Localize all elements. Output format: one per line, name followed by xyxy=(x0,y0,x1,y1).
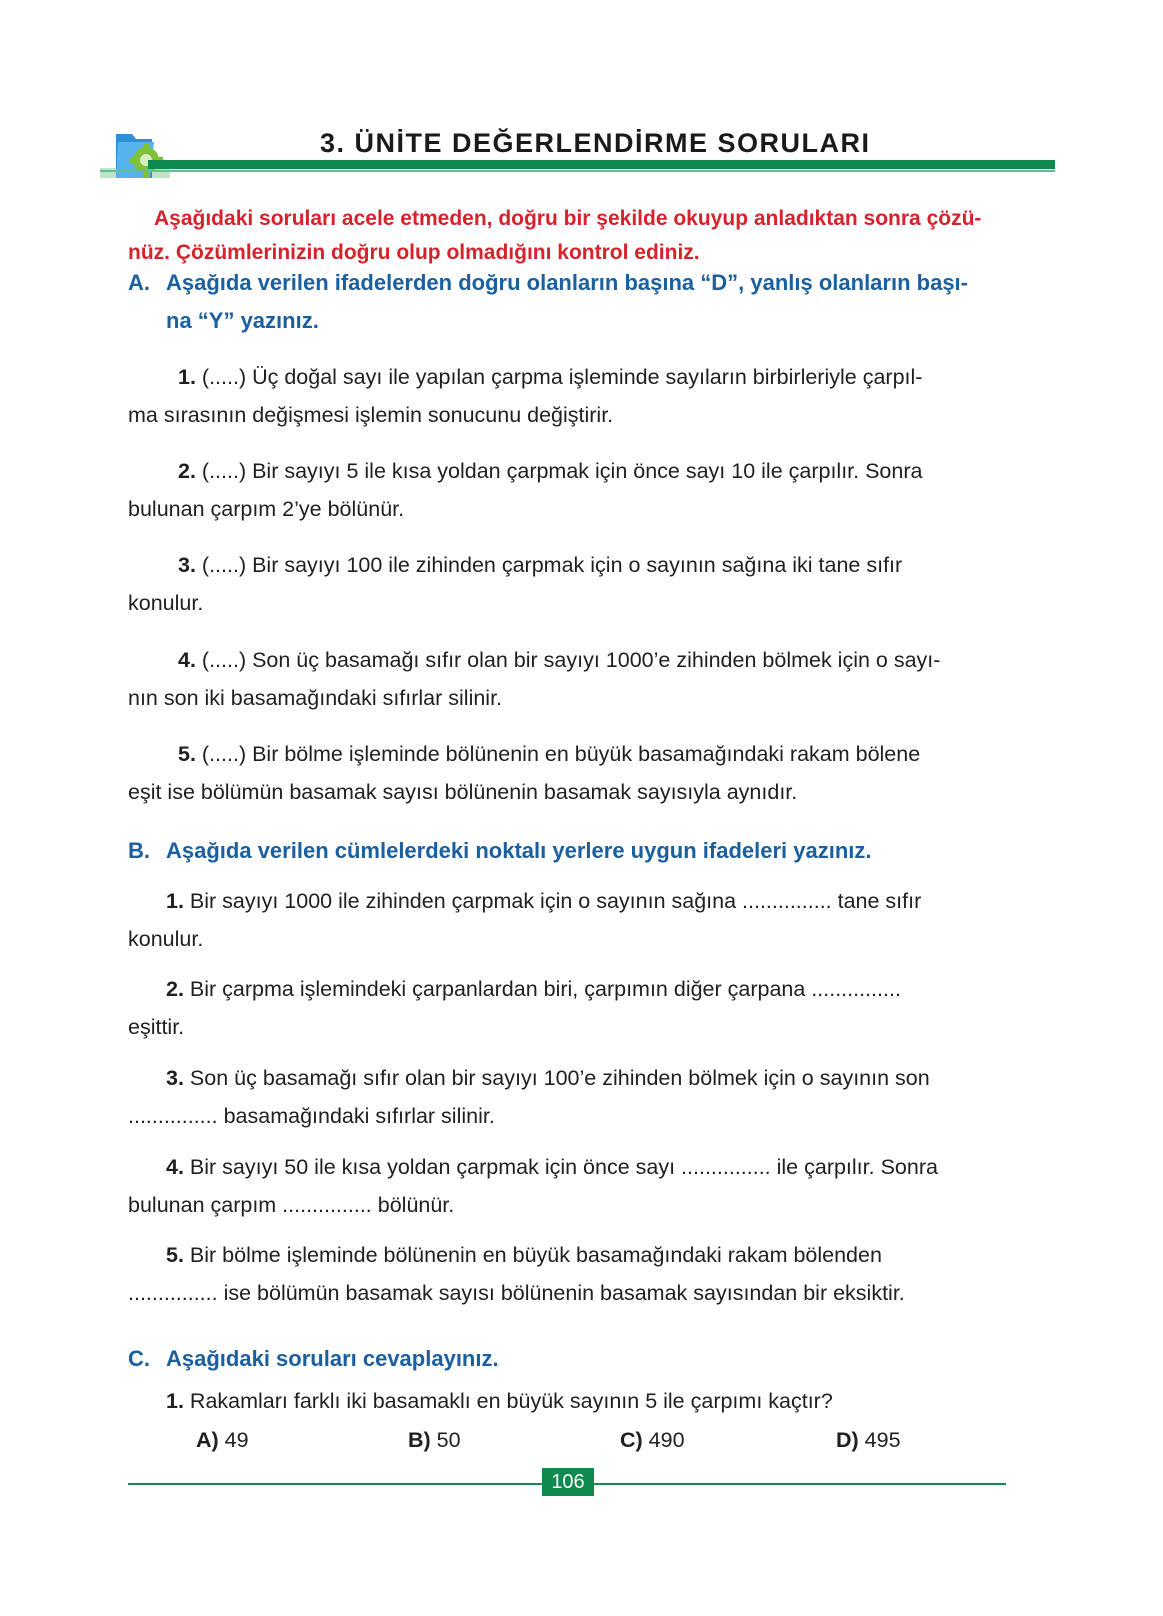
item-number: 2. xyxy=(166,977,184,1001)
section-a-item-5 xyxy=(128,735,1038,811)
item-number: 5. xyxy=(166,1243,184,1267)
option-label: A) xyxy=(196,1428,219,1452)
section-a-item-3 xyxy=(128,546,1038,622)
question-number: 1. xyxy=(166,1389,184,1413)
item-number: 4. xyxy=(166,1155,184,1179)
item-number: 3. xyxy=(178,553,196,577)
item-number: 1. xyxy=(166,889,184,913)
item-text-line-1: (.....) Bir bölme işleminde bölünenin en büyük basamağındaki rakam bölene xyxy=(201,742,921,766)
footer-line-right xyxy=(594,1483,1006,1485)
section-b-item-5 xyxy=(128,1236,1038,1312)
item-text-line-2: eşit ise bölümün basamak sayısı bölünenin basamak sayısıyla aynıdır. xyxy=(128,780,798,804)
item-text-line-2: ............... basamağındaki sıfırlar silinir. xyxy=(128,1104,495,1128)
item-text-line-1: (.....) Bir sayıyı 5 ile kısa yoldan çarpmak için önce sayı 10 ile çarpılır. Sonra xyxy=(201,459,923,483)
option-value: 50 xyxy=(436,1428,461,1452)
item-text-line-2: ma sırasının değişmesi işlemin sonucunu değiştirir. xyxy=(128,403,614,427)
intro-line-1: Aşağıdaki soruları acele etmeden, doğru bir şekilde okuyup anladıktan sonra çözü- xyxy=(154,207,982,230)
item-number: 5. xyxy=(178,742,196,766)
option-a[interactable] xyxy=(196,1428,249,1453)
section-a-heading xyxy=(128,264,1038,340)
page-number: 106 xyxy=(542,1468,594,1496)
item-text-line-1: (.....) Üç doğal sayı ile yapılan çarpma işleminde sayıların birbirleriyle çarpıl- xyxy=(201,365,923,389)
item-number: 4. xyxy=(178,648,196,672)
section-a-item-2 xyxy=(128,452,1038,528)
section-c-question-1 xyxy=(128,1382,1038,1420)
item-text-line-2: bulunan çarpım 2’ye bölünür. xyxy=(128,497,405,521)
question-text: Rakamları farklı iki basamaklı en büyük sayının 5 ile çarpımı kaçtır? xyxy=(189,1389,833,1413)
section-b-item-3 xyxy=(128,1059,1038,1135)
item-text-line-1: Bir sayıyı 1000 ile zihinden çarpmak için o sayının sağına ............... tane sıfır xyxy=(183,889,922,913)
intro-line-2: nüz. Çözümlerinizin doğru olup olmadığını kontrol ediniz. xyxy=(128,241,700,264)
item-number: 2. xyxy=(178,459,196,483)
section-b-letter: B. xyxy=(128,838,150,863)
section-a-heading-line-1: Aşağıda verilen ifadelerden doğru olanların başına “D”, yanlış olanların başı- xyxy=(166,270,968,295)
item-number: 3. xyxy=(166,1066,184,1090)
footer-line-left xyxy=(128,1483,542,1485)
item-text-line-2: konulur. xyxy=(128,591,204,615)
section-b-heading xyxy=(128,832,1038,870)
unit-folder-gear-icon xyxy=(96,128,176,190)
item-number: 1. xyxy=(178,365,196,389)
section-b-heading-text: Aşağıda verilen cümlelerdeki noktalı yerlere uygun ifadeleri yazınız. xyxy=(166,838,872,863)
item-text-line-1: Son üç basamağı sıfır olan bir sayıyı 100’e zihinden bölmek için o sayının son xyxy=(189,1066,930,1090)
section-c-heading-text: Aşağıdaki soruları cevaplayınız. xyxy=(166,1346,499,1371)
option-b[interactable] xyxy=(408,1428,461,1453)
item-text-line-2: bulunan çarpım ............... bölünür. xyxy=(128,1193,455,1217)
section-b-item-1 xyxy=(128,882,1038,958)
section-a-heading-line-2: na “Y” yazınız. xyxy=(166,308,319,333)
answer-options xyxy=(196,1428,1016,1462)
section-c-heading xyxy=(128,1340,1038,1378)
option-label: C) xyxy=(620,1428,643,1452)
section-c-letter: C. xyxy=(128,1346,150,1371)
section-a-letter: A. xyxy=(128,270,150,295)
item-text-line-1: Bir bölme işleminde bölünenin en büyük basamağındaki rakam bölenden xyxy=(189,1243,882,1267)
page-title: 3. ÜNİTE DEĞERLENDİRME SORULARI xyxy=(320,128,871,158)
section-a-item-4 xyxy=(128,641,1038,717)
option-value: 490 xyxy=(648,1428,685,1452)
title-underline-thin xyxy=(100,170,1055,172)
item-text-line-1: Bir çarpma işlemindeki çarpanlardan biri, çarpımın diğer çarpana ............... xyxy=(189,977,901,1001)
option-label: D) xyxy=(836,1428,859,1452)
item-text-line-2: ............... ise bölümün basamak sayısı bölünenin basamak sayısından bir eksiktir. xyxy=(128,1281,905,1305)
item-text-line-2: nın son iki basamağındaki sıfırlar silinir. xyxy=(128,686,503,710)
item-text-line-1: Bir sayıyı 50 ile kısa yoldan çarpmak için önce sayı ............... ile çarpılır. Sonra xyxy=(189,1155,938,1179)
title-underline xyxy=(148,160,1055,169)
item-text-line-2: konulur. xyxy=(128,927,204,951)
option-d[interactable] xyxy=(836,1428,901,1453)
section-a-item-1 xyxy=(128,358,1038,434)
item-text-line-1: (.....) Bir sayıyı 100 ile zihinden çarpmak için o sayının sağına iki tane sıfır xyxy=(201,553,903,577)
item-text-line-2: eşittir. xyxy=(128,1015,185,1039)
section-b-item-4 xyxy=(128,1148,1038,1224)
option-value: 49 xyxy=(224,1428,249,1452)
section-b-item-2 xyxy=(128,970,1038,1046)
item-text-line-1: (.....) Son üç basamağı sıfır olan bir sayıyı 1000’e zihinden bölmek için o sayı- xyxy=(201,648,941,672)
intro-instructions xyxy=(128,202,1038,270)
option-label: B) xyxy=(408,1428,431,1452)
option-value: 495 xyxy=(864,1428,901,1452)
option-c[interactable] xyxy=(620,1428,685,1453)
